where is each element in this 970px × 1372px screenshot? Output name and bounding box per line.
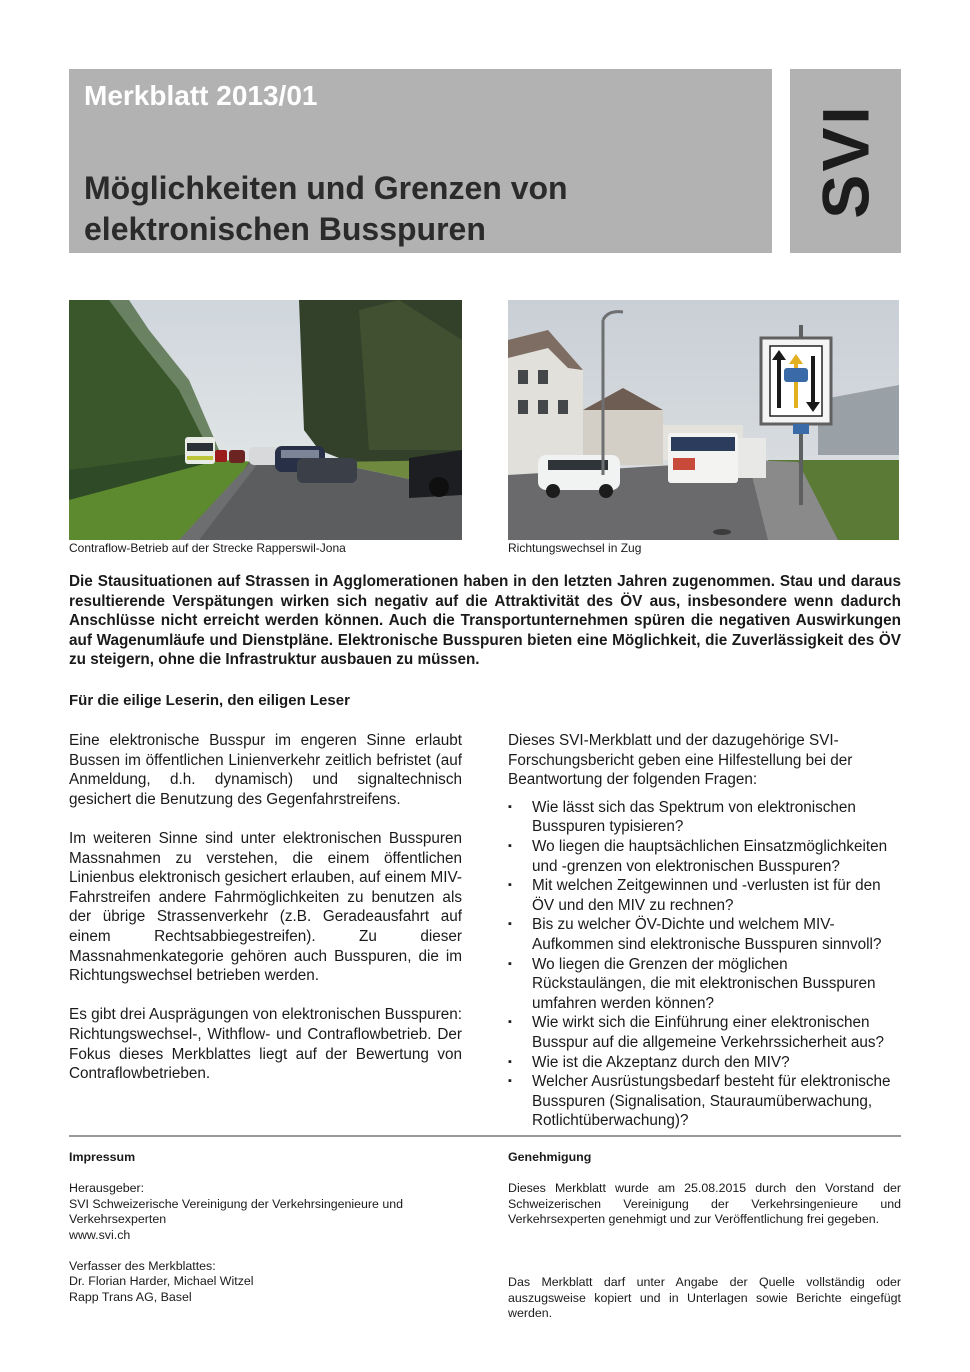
impressum-heading: Impressum [69, 1150, 136, 1164]
section-subheading: Für die eilige Leserin, den eiligen Leser [69, 692, 350, 709]
svi-logo [790, 69, 901, 253]
company: Rapp Trans AG, Basel [69, 1289, 192, 1304]
left-paragraph: Es gibt drei Ausprägungen von elektronischen Busspuren: Richtungswechsel-, Withflow- und Contraflowbetrieb. Der Fokus dieses Merkblattes liegt auf der Bewertung von Contraflowbetrieben. [69, 1006, 462, 1083]
list-item: ▪ Welcher Ausrüstungsbedarf besteht für elektronische Busspuren (Signalisation, Stauraumüberwachung, Rotlichtüberwachung)? [508, 1073, 891, 1130]
approval-heading: Genehmigung [508, 1150, 592, 1164]
website-link[interactable]: www.svi.ch [69, 1227, 131, 1242]
publisher-line: SVI Schweizerische Vereinigung der Verkehrsingenieure und [69, 1196, 404, 1211]
title-line-1: Möglichkeiten und Grenzen von [84, 170, 568, 206]
bullet-icon: ▪ [508, 839, 512, 852]
list-item: ▪ Mit welchen Zeitgewinnen und -verlusten ist für den ÖV und den MIV zu rechnen? [508, 877, 881, 914]
publisher-label: Herausgeber: [69, 1181, 145, 1195]
left-paragraph: Im weiteren Sinne sind unter elektronischen Busspuren Massnahmen zu verstehen, die einem öffentlichen Linienbus elektronisch gesichert erlauben, auf einem MIV-Fahrstreifen andere Fahrmöglichkeiten zu benutzen als der übrige Strassenverkehr (z.B. Geradeausfahrt auf einem Rechtsabbiegestreifen). Zu dieser Massnahmenkategorie gehören auch Busspuren, die im Richtungswechsel betrieben werden. [69, 829, 462, 985]
intro-paragraph: Die Stausituationen auf Strassen in Agglomerationen haben in den letzten Jahren zugenommen. Stau und daraus resultierende Verspätungen wirken sich negativ auf die Attraktivität des ÖV aus, insbesondere wenn dadurch Anschlüsse nicht erreicht werden können. Auch die Transportunternehmen spüren die negativen Auswirkungen auf Wagenumläufe und Dienstpläne. Elektronische Busspuren bieten eine Möglichkeit, die Zuverlässigkeit des ÖV zu steigern, ohne die Infrastruktur ausbauen zu müssen. [69, 573, 901, 669]
bullet-icon: ▪ [508, 1055, 512, 1068]
photo-direction-change [508, 300, 899, 540]
bullet-icon: ▪ [508, 800, 512, 813]
copy-note: Das Merkblatt darf unter Angabe der Quelle vollständig oder auszugsweise kopiert und in Unterlagen sowie Berichte eingefügt werden. [508, 1275, 901, 1320]
list-item: ▪ Wo liegen die Grenzen der möglichen Rückstaulängen, die mit elektronischen Busspuren umfahren werden können? [508, 955, 876, 1012]
list-item: ▪ Wie wirkt sich die Einführung einer elektronischen Busspur auf die allgemeine Verkehrssicherheit aus? [508, 1014, 885, 1051]
impressum-section [69, 1150, 462, 1305]
list-item: ▪ Wie lässt sich das Spektrum von elektronischen Busspuren typisieren? [508, 798, 856, 836]
title-line-2: elektronischen Busspuren [84, 211, 486, 247]
bullet-icon: ▪ [508, 879, 512, 892]
publisher-line: Verkehrsexperten [69, 1212, 167, 1226]
bullet-icon: ▪ [508, 957, 512, 970]
authors-label: Verfasser des Merkblattes: [69, 1258, 216, 1273]
bullet-icon: ▪ [508, 1075, 512, 1088]
right-column [508, 731, 901, 1131]
left-column [69, 731, 462, 1103]
logo-text: SVI [808, 103, 883, 219]
footer-divider [69, 1135, 901, 1137]
questions-list [508, 798, 901, 1131]
photo-contraflow [69, 300, 462, 540]
approval-section [508, 1150, 901, 1228]
document-kicker: Merkblatt 2013/01 [84, 80, 318, 111]
photo-caption-1: Contraflow-Betrieb auf der Strecke Rapperswil-Jona [69, 541, 346, 555]
bullet-icon: ▪ [508, 1016, 512, 1029]
photo-caption-2: Richtungswechsel in Zug [508, 541, 642, 555]
list-item: ▪ Bis zu welcher ÖV-Dichte und welchem MIV-Aufkommen sind elektronische Busspuren sinnvoll? [508, 916, 882, 953]
list-item: ▪ Wie ist die Akzeptanz durch den MIV? [508, 1053, 790, 1071]
left-paragraph: Eine elektronische Busspur im engeren Sinne erlaubt Bussen im öffentlichen Linienverkehr zeitlich befristet (auf Anmeldung, d.h. dynamisch) und signaltechnisch gesichert die Benutzung des Gegenfahrstreifens. [69, 732, 462, 808]
list-item: ▪ Wo liegen die hauptsächlichen Einsatzmöglichkeiten und -grenzen von elektronischen Busspuren? [508, 837, 888, 875]
authors: Dr. Florian Harder, Michael Witzel [69, 1274, 254, 1288]
questions-intro: Dieses SVI-Merkblatt und der dazugehörige SVI-Forschungsbericht geben eine Hilfestellung bei der Beantwortung der folgenden Fragen: [508, 732, 853, 789]
approval-text: Dieses Merkblatt wurde am 25.08.2015 durch den Vorstand der Schweizerischen Vereinigung der Verkehrsingenieure und Verkehrsexperten genehmigt und zur Veröffentlichung frei gegeben. [508, 1181, 901, 1226]
document-title [84, 168, 744, 250]
bullet-icon: ▪ [508, 918, 512, 931]
